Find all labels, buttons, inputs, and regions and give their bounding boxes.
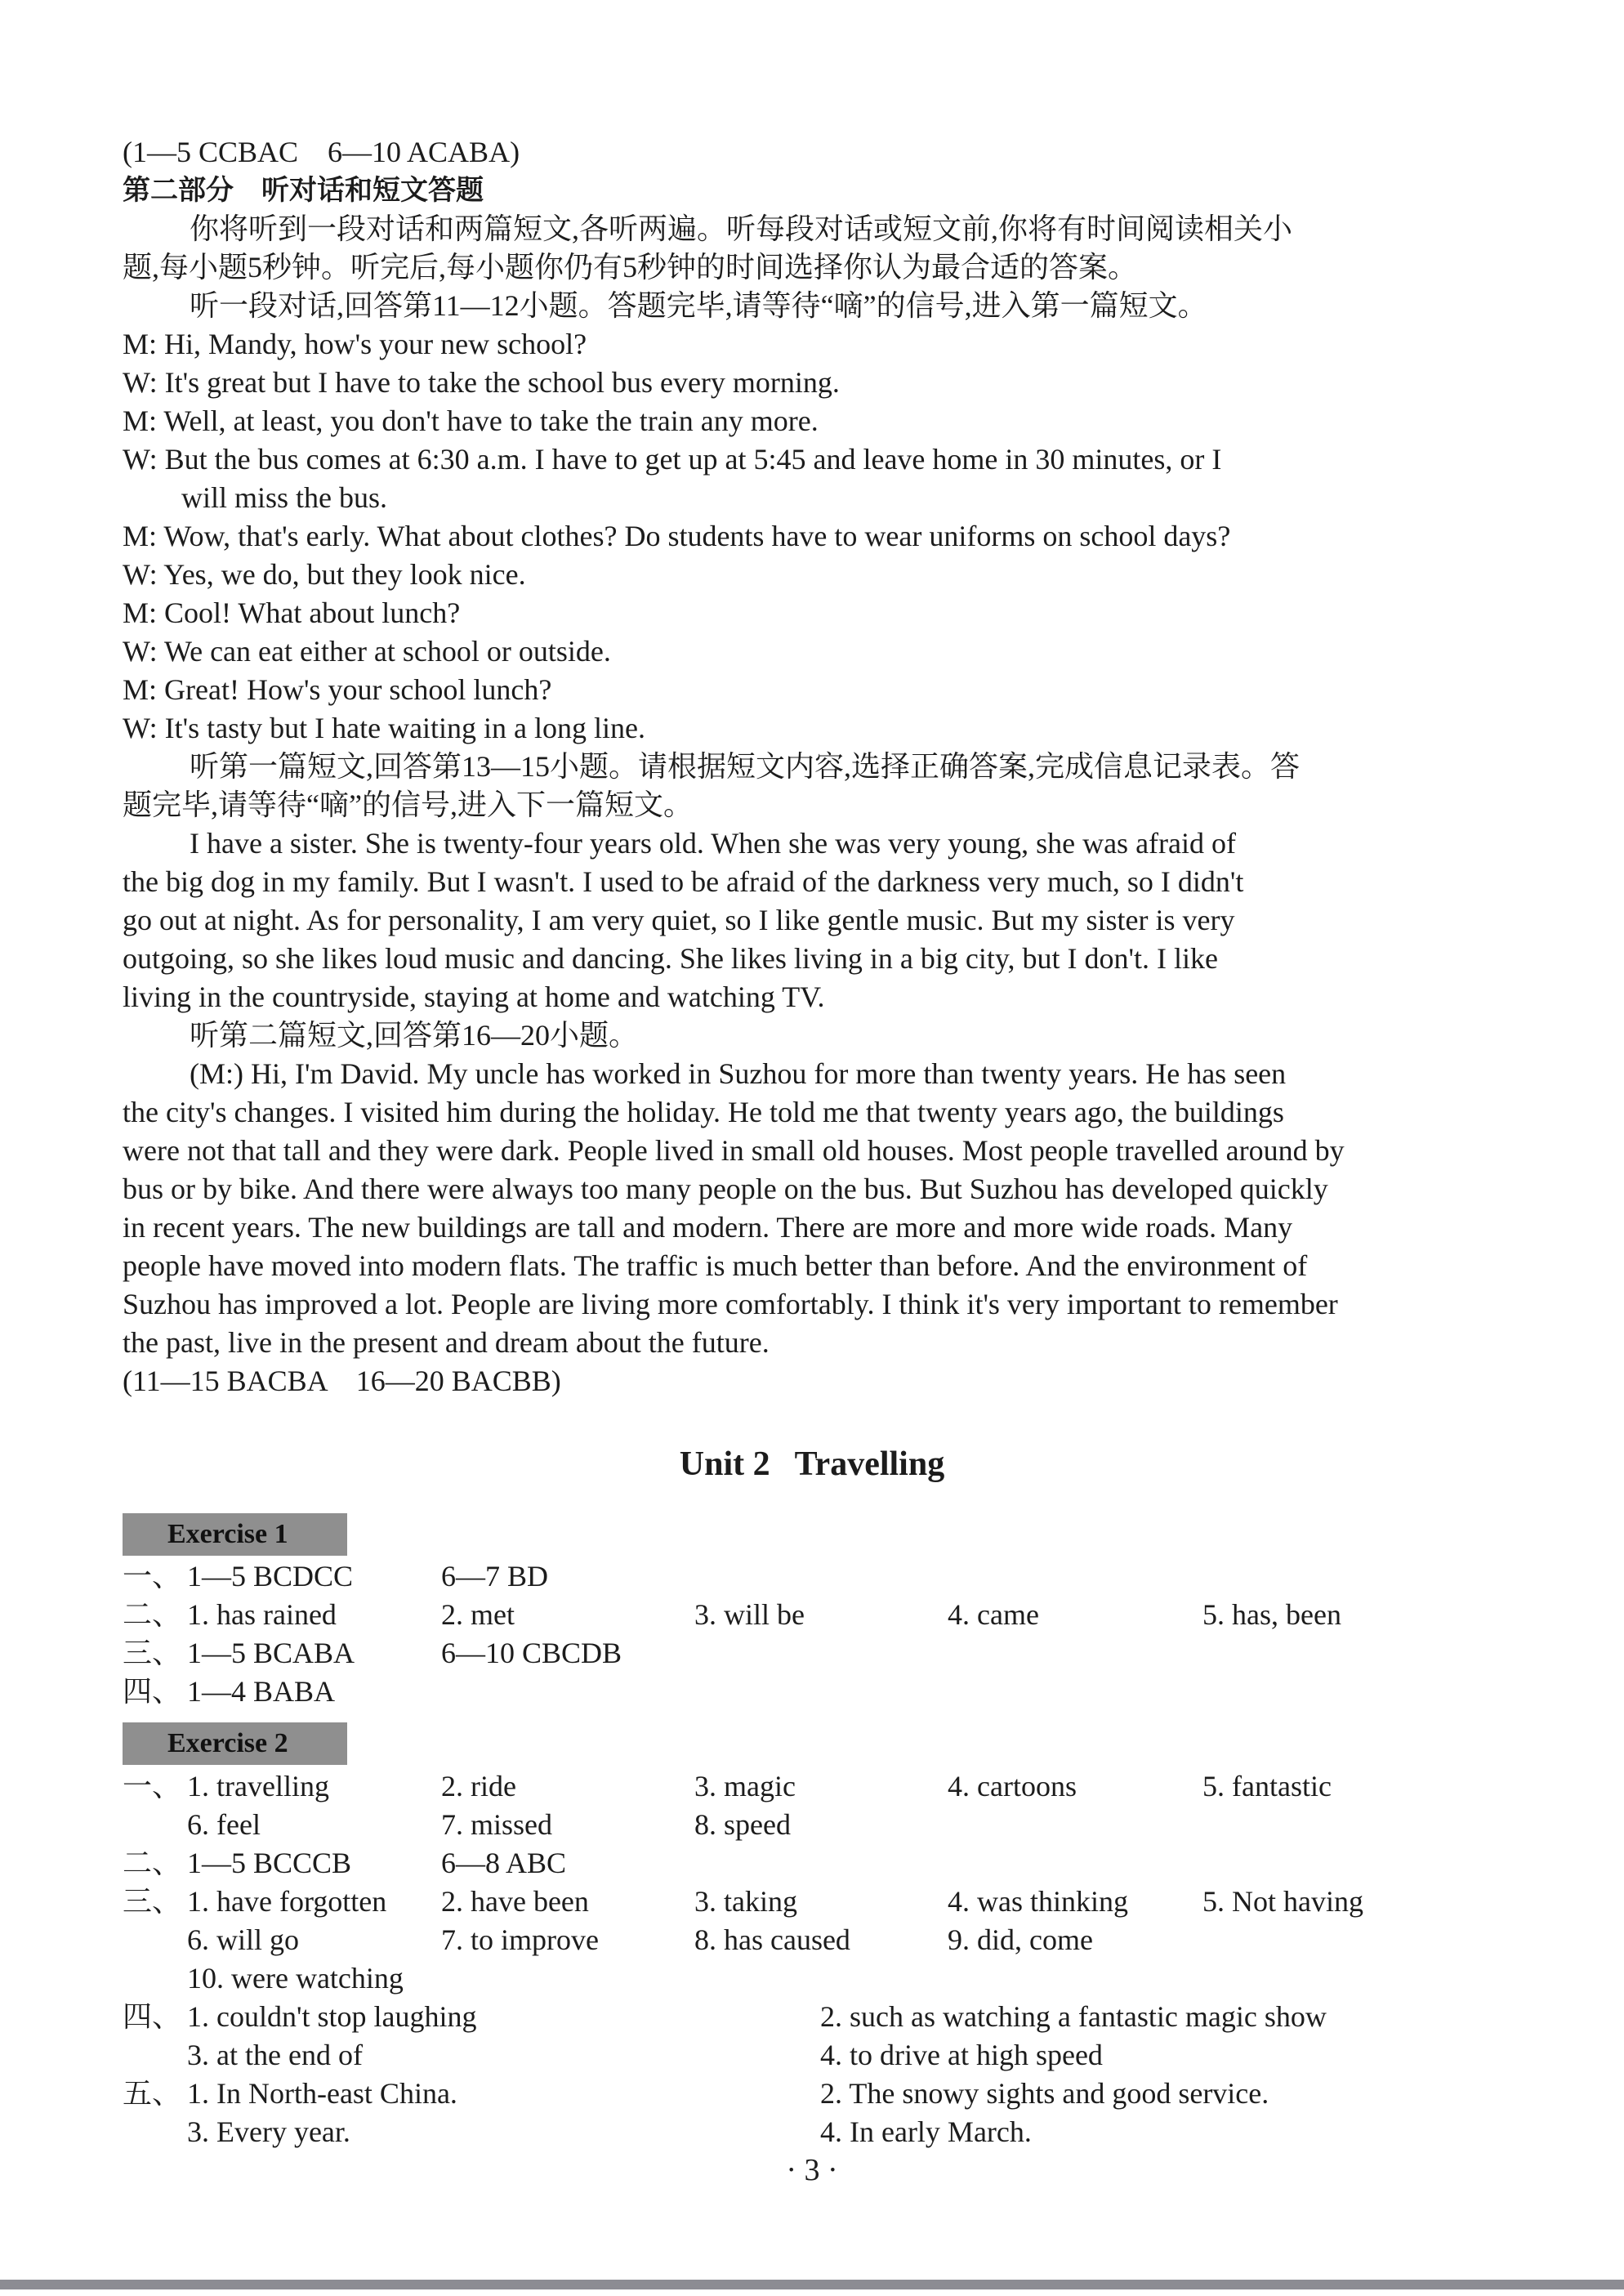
answer-cell: 2. such as watching a fantastic magic show — [820, 2000, 1327, 2033]
passage2-line: in recent years. The new buildings are tall and modern. There are more and more wide roads. Many — [123, 1211, 1293, 1244]
answer-cell: 5. fantastic — [1202, 1770, 1332, 1802]
answer-cell: 4. to drive at high speed — [820, 2039, 1103, 2071]
unit-title — [0, 1440, 1624, 1489]
answer-cell: 5. Not having — [1202, 1885, 1363, 1918]
answer-cell: 4. In early March. — [820, 2115, 1032, 2148]
row-marker: 二、 — [123, 1598, 182, 1631]
passage2-line: Suzhou has improved a lot. People are living more comfortably. I think it's very important to remember — [123, 1288, 1338, 1320]
answer-cell: 2. The snowy sights and good service. — [820, 2077, 1269, 2110]
answer-cell: 1. travelling — [187, 1770, 329, 1802]
answer-cell: 3. magic — [694, 1770, 796, 1802]
passage2-line: were not that tall and they were dark. People lived in small old houses. Most people travelled around by — [123, 1134, 1345, 1167]
row-marker: 三、 — [123, 1637, 182, 1669]
unit-name: Travelling — [794, 1445, 945, 1483]
exercise-1-label: Exercise 1 — [123, 1513, 347, 1556]
answer-cell: 6. will go — [187, 1923, 300, 1956]
instructions-line: 你将听到一段对话和两篇短文,各听两遍。听每段对话或短文前,你将有时间阅读相关小 — [190, 212, 1293, 245]
dialogue-line: M: Cool! What about lunch? — [123, 596, 461, 629]
row-marker: 一、 — [123, 1560, 182, 1592]
answer-cell: 5. has, been — [1202, 1598, 1341, 1631]
unit-number: Unit 2 — [679, 1445, 770, 1483]
answer-cell: 4. came — [948, 1598, 1039, 1631]
dialogue-intro: 听一段对话,回答第11—12小题。答题完毕,请等待“嘀”的信号,进入第一篇短文。 — [190, 289, 1207, 322]
passage2-line: bus or by bike. And there were always too many people on the bus. But Suzhou has developed quickly — [123, 1173, 1328, 1205]
row-marker: 一、 — [123, 1770, 182, 1802]
answer-cell: 4. cartoons — [948, 1770, 1077, 1802]
exercise-2-label: Exercise 2 — [123, 1722, 347, 1765]
answer-cell: 1—5 BCDCC — [187, 1560, 354, 1592]
passage1-intro: 题完毕,请等待“嘀”的信号,进入下一篇短文。 — [123, 788, 693, 821]
dialogue-line: M: Well, at least, you don't have to take the train any more. — [123, 404, 819, 437]
passage1-line: outgoing, so she likes loud music and dancing. She likes living in a big city, but I don't. I like — [123, 942, 1218, 975]
passage2-line: the city's changes. I visited him during the holiday. He told me that twenty years ago, the buildings — [123, 1096, 1284, 1128]
answer-cell: 3. taking — [694, 1885, 797, 1918]
answer-cell: 4. was thinking — [948, 1885, 1128, 1918]
listening-section — [123, 133, 1470, 1400]
answer-cell: 8. has caused — [694, 1923, 850, 1956]
dialogue-line: W: But the bus comes at 6:30 a.m. I have to get up at 5:45 and leave home in 30 minutes, or I — [123, 443, 1222, 476]
answer-cell: 9. did, come — [948, 1923, 1093, 1956]
part2-heading: 第二部分 听对话和短文答题 — [123, 174, 484, 207]
answer-cell: 7. missed — [441, 1808, 553, 1841]
answer-cell: 1. In North-east China. — [187, 2077, 457, 2110]
answer-cell: 10. were watching — [187, 1962, 404, 1994]
passage2-line: (M:) Hi, I'm David. My uncle has worked in Suzhou for more than twenty years. He has seen — [190, 1057, 1287, 1090]
passage2-intro: 听第二篇短文,回答第16—20小题。 — [190, 1019, 639, 1052]
answer-cell: 6—8 ABC — [441, 1847, 567, 1879]
answer-cell: 1. couldn't stop laughing — [187, 2000, 477, 2033]
bottom-border-bar — [0, 2280, 1624, 2289]
dialogue-line: W: It's great but I have to take the school bus every morning. — [123, 366, 840, 399]
passage2-line: people have moved into modern flats. The traffic is much better than before. And the environment of — [123, 1249, 1308, 1282]
answer-cell: 2. met — [441, 1598, 515, 1631]
passage1-line: living in the countryside, staying at home and watching TV. — [123, 980, 825, 1013]
answer-cell: 6. feel — [187, 1808, 261, 1841]
dialogue-line: W: Yes, we do, but they look nice. — [123, 558, 526, 591]
passage1-intro: 听第一篇短文,回答第13—15小题。请根据短文内容,选择正确答案,完成信息记录表。答 — [190, 750, 1301, 783]
answer-cell: 6—7 BD — [441, 1560, 549, 1592]
row-marker: 五、 — [123, 2077, 182, 2110]
dialogue-line: W: We can eat either at school or outside. — [123, 635, 611, 668]
row-marker: 四、 — [123, 1675, 182, 1708]
dialogue-line: M: Great! How's your school lunch? — [123, 673, 552, 706]
part1-answers: (1—5 CCBAC 6—10 ACABA) — [123, 136, 520, 168]
answer-cell: 1—5 BCABA — [187, 1637, 355, 1669]
instructions-line: 题,每小题5秒钟。听完后,每小题你仍有5秒钟的时间选择你认为最合适的答案。 — [123, 251, 1138, 284]
dialogue-line: will miss the bus. — [181, 481, 388, 514]
answer-cell: 1. have forgotten — [187, 1885, 387, 1918]
answer-cell: 1—4 BABA — [187, 1675, 336, 1708]
row-marker: 二、 — [123, 1847, 182, 1879]
answer-cell: 6—10 CBCDB — [441, 1637, 622, 1669]
answer-cell: 1. has rained — [187, 1598, 337, 1631]
passage1-line: the big dog in my family. But I wasn't. I used to be afraid of the darkness very much, so I didn't — [123, 865, 1244, 898]
answer-cell: 8. speed — [694, 1808, 791, 1841]
answer-cell: 2. have been — [441, 1885, 589, 1918]
answer-cell: 3. at the end of — [187, 2039, 363, 2071]
answer-cell: 7. to improve — [441, 1923, 599, 1956]
dialogue-line: W: It's tasty but I hate waiting in a long line. — [123, 712, 646, 744]
answer-cell: 2. ride — [441, 1770, 516, 1802]
answer-cell: 3. Every year. — [187, 2115, 350, 2148]
answer-cell: 3. will be — [694, 1598, 805, 1631]
page-number: · 3 · — [786, 2153, 838, 2187]
dialogue-line: M: Wow, that's early. What about clothes? Do students have to wear uniforms on school days? — [123, 520, 1231, 552]
passage1-line: I have a sister. She is twenty-four years old. When she was very young, she was afraid of — [190, 827, 1236, 860]
passage2-line: the past, live in the present and dream about the future. — [123, 1326, 770, 1359]
dialogue-line: M: Hi, Mandy, how's your new school? — [123, 328, 587, 360]
answer-cell: 1—5 BCCCB — [187, 1847, 352, 1879]
passage1-line: go out at night. As for personality, I am very quiet, so I like gentle music. But my sister is very — [123, 904, 1235, 936]
part2-answers: (11—15 BACBA 16—20 BACBB) — [123, 1365, 561, 1397]
row-marker: 四、 — [123, 2000, 182, 2033]
row-marker: 三、 — [123, 1885, 182, 1918]
